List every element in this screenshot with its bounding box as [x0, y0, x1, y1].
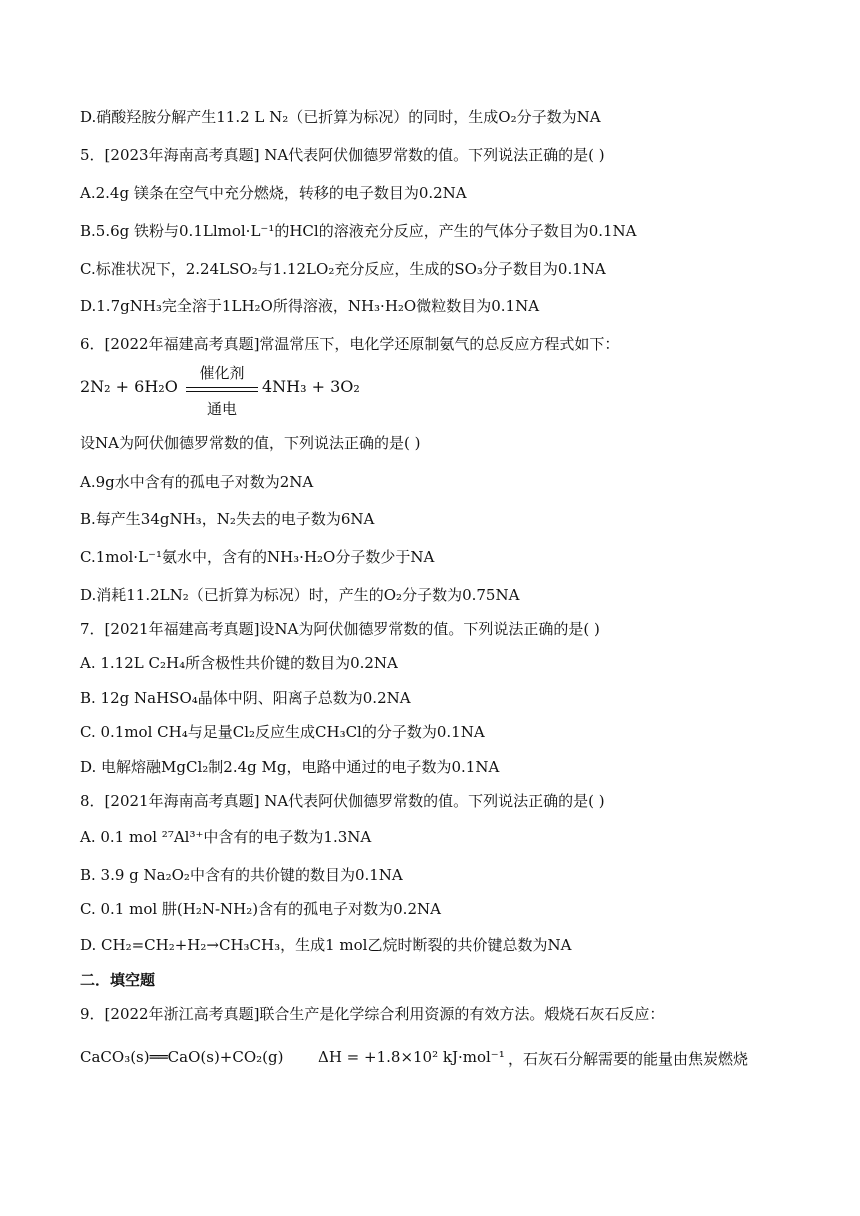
- q6-equation-condition-top: 催化剂: [199, 364, 245, 382]
- q9-continuation: ，石灰石分解需要的能量由焦炭燃烧: [508, 1050, 749, 1068]
- q6-equation-left: 2N₂ + 6H₂O: [80, 377, 178, 396]
- q8-stem: 8．[2021年海南高考真题] NA代表阿伏伽德罗常数的值。下列说法正确的是( ): [80, 792, 605, 810]
- q7-option-c: C. 0.1mol CH₄与足量Cl₂反应生成CH₃Cl的分子数为0.1NA: [80, 723, 485, 741]
- q7-option-b: B. 12g NaHSO₄晶体中阴、阳离子总数为0.2NA: [80, 689, 411, 707]
- q6-equation-bar-upper: [186, 387, 258, 388]
- q5-option-d: D.1.7gNH₃完全溶于1LH₂O所得溶液，NH₃·H₂O微粒数目为0.1NA: [80, 297, 540, 315]
- q6-option-c: C.1mol·L⁻¹氨水中，含有的NH₃·H₂O分子数少于NA: [80, 548, 435, 566]
- section-heading: 二．填空题: [80, 971, 156, 989]
- q5-option-c: C.标准状况下，2.24LSO₂与1.12LO₂充分反应，生成的SO₃分子数目为0.1NA: [80, 260, 606, 278]
- q8-option-a: A. 0.1 mol ²⁷Al³⁺中含有的电子数为1.3NA: [80, 828, 372, 846]
- q5-stem: 5．[2023年海南高考真题] NA代表阿伏伽德罗常数的值。下列说法正确的是( ): [80, 146, 605, 164]
- q8-option-d: D. CH₂=CH₂+H₂→CH₃CH₃，生成1 mol乙烷时断裂的共价键总数为NA: [80, 936, 572, 954]
- q5-option-b: B.5.6g 铁粉与0.1Llmol·L⁻¹的HCl的溶液充分反应，产生的气体分子数目为0.1NA: [80, 222, 637, 240]
- q6-equation-right: 4NH₃ + 3O₂: [262, 377, 360, 396]
- q6-equation-bar-lower: [186, 391, 258, 392]
- q6-question: 设NA为阿伏伽德罗常数的值，下列说法正确的是( ): [80, 434, 421, 452]
- q9-stem: 9．[2022年浙江高考真题]联合生产是化学综合利用资源的有效方法。煅烧石灰石反应：: [80, 1005, 665, 1023]
- q7-option-d: D. 电解熔融MgCl₂制2.4g Mg，电路中通过的电子数为0.1NA: [80, 758, 500, 776]
- q4-option-d: D.硝酸羟胺分解产生11.2 L N₂（已折算为标况）的同时，生成O₂分子数为NA: [80, 108, 601, 126]
- q6-equation-condition-bottom: 通电: [206, 400, 237, 418]
- q9-reaction: CaCO₃(s)══CaO(s)+CO₂(g): [80, 1048, 284, 1066]
- q8-option-b: B. 3.9 g Na₂O₂中含有的共价键的数目为0.1NA: [80, 866, 403, 884]
- q7-stem: 7．[2021年福建高考真题]设NA为阿伏伽德罗常数的值。下列说法正确的是( ): [80, 620, 600, 638]
- q6-stem: 6．[2022年福建高考真题]常温常压下，电化学还原制氨气的总反应方程式如下：: [80, 335, 620, 353]
- q7-option-a: A. 1.12L C₂H₄所含极性共价键的数目为0.2NA: [80, 654, 398, 672]
- q6-option-a: A.9g水中含有的孤电子对数为2NA: [80, 473, 314, 491]
- q8-option-c: C. 0.1 mol 肼(H₂N-NH₂)含有的孤电子对数为0.2NA: [80, 900, 441, 918]
- q5-option-a: A.2.4g 镁条在空气中充分燃烧，转移的电子数目为0.2NA: [80, 184, 467, 202]
- q6-option-b: B.每产生34gNH₃，N₂失去的电子数为6NA: [80, 510, 375, 528]
- q6-option-d: D.消耗11.2LN₂（已折算为标况）时，产生的O₂分子数为0.75NA: [80, 586, 520, 604]
- q9-enthalpy: ΔH = +1.8×10² kJ·mol⁻¹: [318, 1048, 505, 1066]
